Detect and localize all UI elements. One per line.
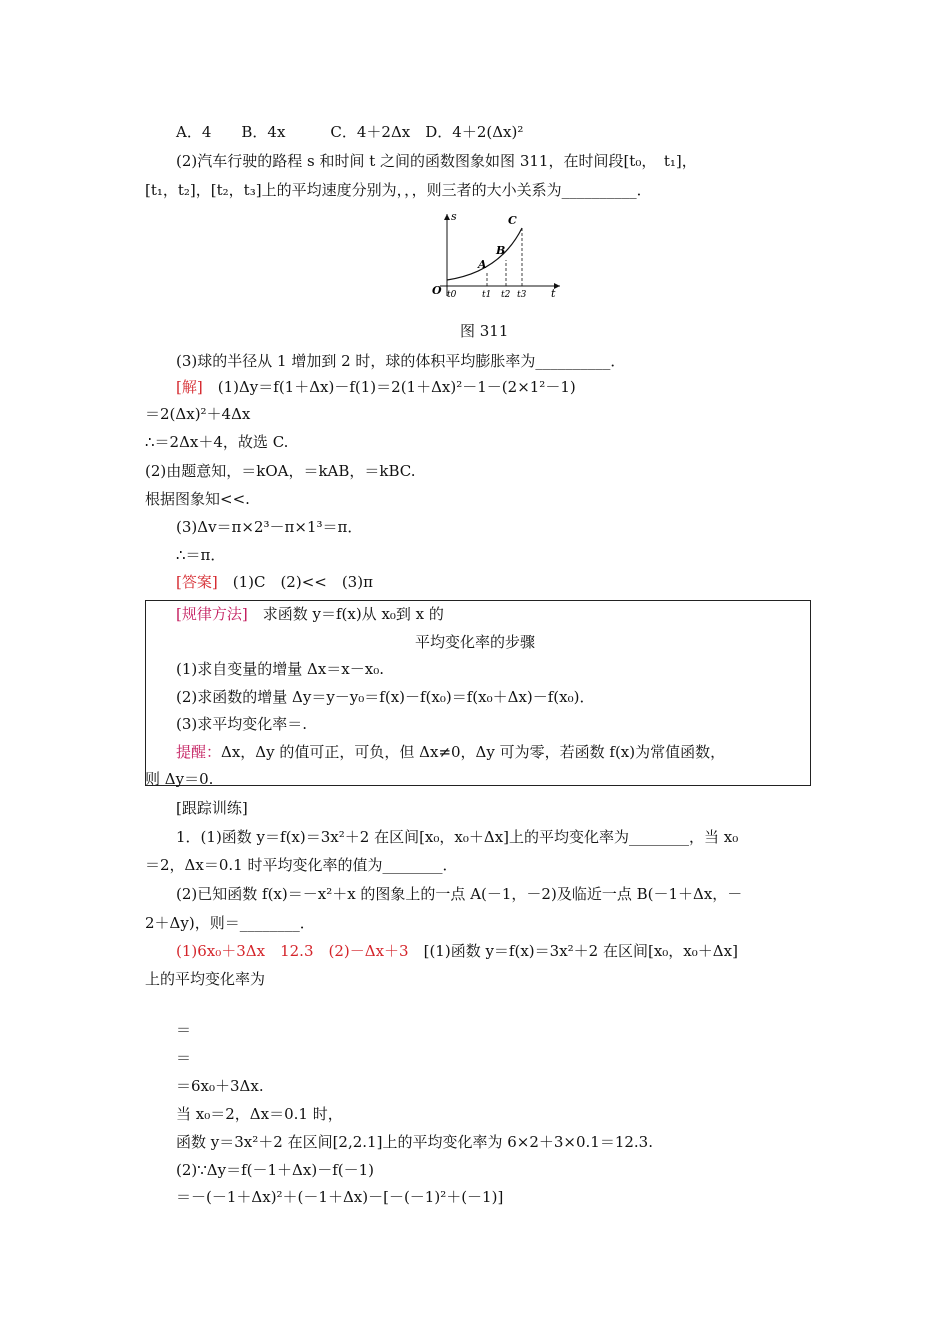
point-a-label: A [478,258,487,271]
solution-2b: 根据图象知<<. [145,490,250,508]
answer-line [176,571,373,593]
equation-3: ＝6x₀＋3Δx. [176,1077,264,1095]
work-line-2: 函数 y＝3x²＋2 在区间[2,2.1]上的平均变化率为 6×2＋3×0.1＝12.3. [176,1133,653,1151]
practice-2a: (2)已知函数 f(x)＝－x²＋x 的图象上的一点 A(－1，－2)及临近一点 B(－1＋Δx，－ [176,885,743,903]
solution-1 [176,376,576,398]
origin-label: O [432,284,442,297]
practice-answer-line-2: 上的平均变化率为 [145,970,266,988]
tick-t0: t0 [447,290,457,300]
method-step-2: (2)求函数的增量 Δy＝y－y₀＝f(x)－f(x₀)＝f(x₀＋Δx)－f(x₀)． [176,688,595,706]
solution-1c: ∴＝2Δx＋4，故选 C. [145,433,289,451]
tip-text: Δx，Δy 的值可正，可负，但 Δx≠0，Δy 可为零，若函数 f(x)为常值函数， [221,743,726,761]
practice-1a: 1．(1)函数 y＝f(x)＝3x²＋2 在区间[x₀，x₀＋Δx]上的平均变化率为________，当 x₀ [176,828,739,846]
s-axis-label: s [451,210,457,223]
question-2-line-1: (2)汽车行驶的路程 s 和时间 t 之间的函数图象如图 311，在时间段[t₀， t₁]， [176,152,697,170]
practice-header: [跟踪训练] [176,799,248,817]
solution-1b: ＝2(Δx)²＋4Δx [145,405,251,423]
method-tip [176,741,725,763]
answer-label: [答案] [176,573,218,591]
solution-3: (3)Δv＝π×2³－π×1³＝π． [176,518,363,536]
equation-1: ＝ [176,1021,192,1039]
t-axis-label: t [551,287,556,300]
equation-2: ＝ [176,1049,192,1067]
figure-caption: 图 311 [460,322,509,340]
practice-answer [176,940,738,962]
solution-label: [解] [176,378,203,396]
point-b-label: B [496,244,506,257]
distance-time-graph [420,208,570,300]
method-step-1: (1)求自变量的增量 Δx＝x－x₀. [176,660,385,678]
work-line-3: (2)∵Δy＝f(－1＋Δx)－f(－1) [176,1161,374,1179]
work-line-1: 当 x₀＝2，Δx＝0.1 时， [176,1105,343,1123]
question-2-line-2: [t₁，t₂]，[t₂，t₃]上的平均速度分别为，，，则三者的大小关系为__________． [145,181,652,199]
solution-2: (2)由题意知，＝kOA，＝kAB，＝kBC. [145,462,416,480]
method-title-text: 求函数 y＝f(x)从 x₀到 x 的 [247,605,444,623]
answer-text: (1)C (2)<< (3)π [217,573,373,591]
work-line-4: ＝－(－1＋Δx)²＋(－1＋Δx)－[－(－1)²＋(－1)] [176,1188,504,1206]
method-tip-2: 则 Δy＝0. [145,770,214,788]
practice-answer-rest: [(1)函数 y＝f(x)＝3x²＋2 在区间[x₀，x₀＋Δx] [408,942,738,960]
tip-label: 提醒： [176,743,222,761]
options-line: A．4 B．4x C．4＋2Δx D．4＋2(Δx)² [176,123,524,141]
practice-2b: 2＋Δy)，则＝________． [145,914,315,932]
tick-t2: t2 [501,290,511,300]
point-c-label: C [508,214,517,227]
solution-1-text: (1)Δy＝f(1＋Δx)－f(1)＝2(1＋Δx)²－1－(2×1²－1) [202,378,576,396]
solution-3b: ∴＝π． [176,546,226,564]
method-title-2: 平均变化率的步骤 [415,633,536,651]
method-title-1 [176,603,444,625]
tick-t3: t3 [517,290,527,300]
question-3: (3)球的半径从 1 增加到 2 时，球的体积平均膨胀率为__________． [176,352,626,370]
method-step-3: (3)求平均变化率＝. [176,715,308,733]
method-label: [规律方法] [176,605,248,623]
practice-answer-values: (1)6x₀＋3Δx 12.3 (2)－Δx＋3 [176,942,409,960]
tick-t1: t1 [482,290,492,300]
practice-1b: ＝2，Δx＝0.1 时平均变化率的值为________． [145,856,458,874]
